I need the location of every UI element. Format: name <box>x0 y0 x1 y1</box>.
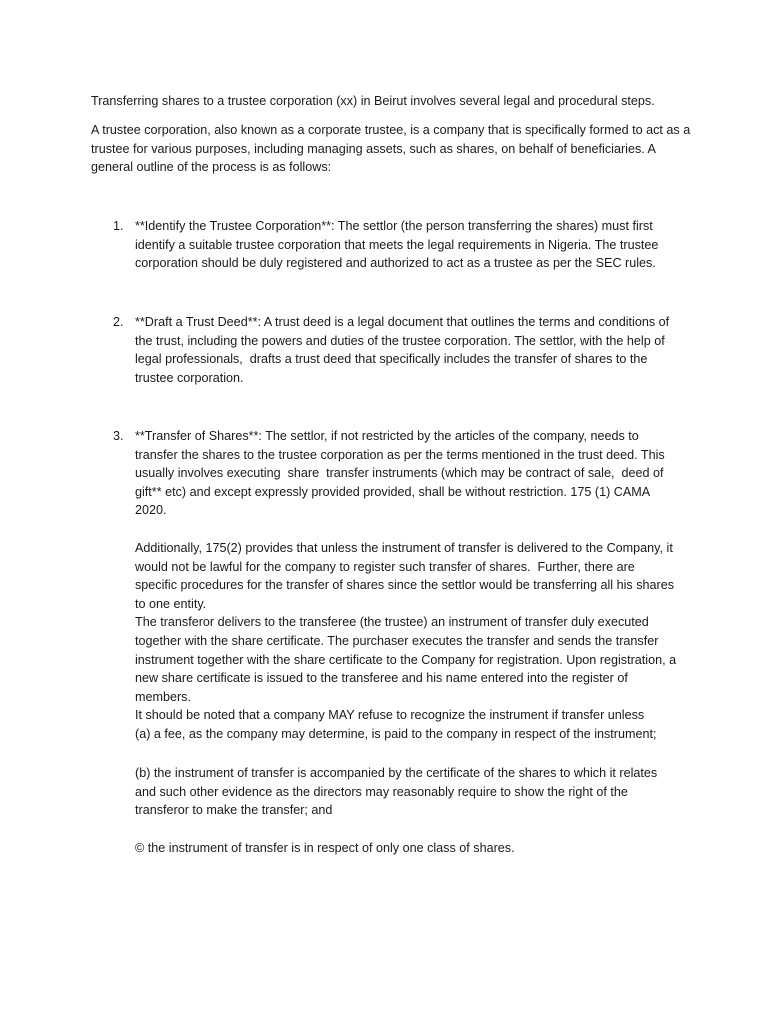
intro-paragraph: Transferring shares to a trustee corporation (xx) in Beirut involves several legal and procedural steps. <box>91 94 655 108</box>
list-number: 3. <box>113 429 124 443</box>
list-number: 1. <box>113 219 124 233</box>
condition-b-paragraph: (b) the instrument of transfer is accompanied by the certificate of the shares to which it relates and such other evidence as the directors may reasonably require to show the right of the transferor to make the transfer; and <box>135 766 661 818</box>
list-item-transfer-of-shares: **Transfer of Shares**: The settlor, if not restricted by the articles of the company, needs to transfer the shares to the trustee corporation as per the terms mentioned in the trust deed. This usually involves executing share transfer instruments (which may be contract of sale, deed of gift** etc) and except expressly provided provided, shall be without restriction. 175 (1) CAMA 2020. <box>135 429 669 518</box>
list-item-draft-trust-deed: **Draft a Trust Deed**: A trust deed is a legal document that outlines the terms and conditions of the trust, including the powers and duties of the trustee corporation. The settlor, with the help of legal professionals, drafts a trust deed that specifically includes the transfer of shares to the trustee corporation. <box>135 315 673 385</box>
list-number: 2. <box>113 315 124 329</box>
transfer-procedure-paragraph: Additionally, 175(2) provides that unless the instrument of transfer is delivered to the Company, it would not be lawful for the company to register such transfer of shares. Further, there are specific procedures for the transfer of shares since the settlor would be transferring all his shares to one entity. The transferor delivers to the transferee (the trustee) an instrument of transfer duly executed together with the share certificate. The purchaser executes the transfer and sends the transfer instrument together with the share certificate to the Company for registration. Upon registration, a new share certificate is issued to the transferee and his name entered into the register of members. It should be noted that a company MAY refuse to recognize the instrument if transfer unless (a) a fee, as the company may determine, is paid to the company in respect of the instrument; <box>135 541 677 741</box>
description-paragraph: A trustee corporation, also known as a corporate trustee, is a company that is specifically formed to act as a trustee for various purposes, including managing assets, such as shares, on behalf of beneficiaries. A general outline of the process is as follows: <box>91 123 694 175</box>
condition-c-paragraph: © the instrument of transfer is in respect of only one class of shares. <box>135 841 515 855</box>
list-item-identify-trustee: **Identify the Trustee Corporation**: The settlor (the person transferring the shares) must first identify a suitable trustee corporation that meets the legal requirements in Nigeria. The trustee corporation should be duly registered and authorized to act as a trustee as per the SEC rules. <box>135 219 662 271</box>
